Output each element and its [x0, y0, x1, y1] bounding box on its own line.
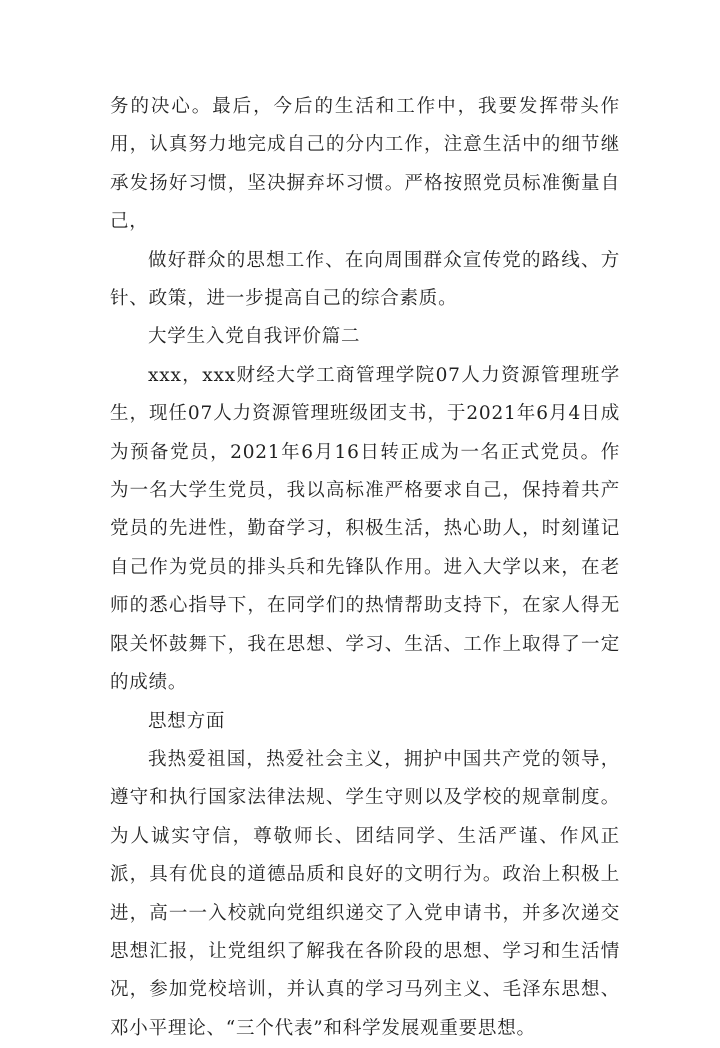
paragraph-continuation: 务的决心。最后，今后的生活和工作中，我要发挥带头作用，认真努力地完成自己的分内工作，注意生活中的细节继承发扬好习惯，坚决摒弃坏习惯。严格按照党员标准衡量自己，: [110, 96, 620, 233]
paragraph-self-introduction: xxx，xxx财经大学工商管理学院07人力资源管理班学生，现任07人力资源管理班级团支书，于2021年6月4日成为预备党员，2021年6月16日转正成为一名正式党员。作为一名大学生党员，我以高标准严格要求自己，保持着共产党员的先进性，勤奋学习，积极生活，热心助人，时刻谨记自己作为党员的排头兵和先锋队作用。进入大学以来，在老师的悉心指导下，在同学们的热情帮助支持下，在家人得无限关怀鼓舞下，我在思想、学习、生活、工作上取得了一定的成绩。: [110, 364, 620, 694]
document-body: [110, 88, 620, 1048]
section-heading-part-two: 大学生入党自我评价篇二: [148, 326, 361, 348]
section-heading-ideology: 思想方面: [148, 710, 226, 732]
paragraph-mass-work: 做好群众的思想工作、在向周围群众宣传党的路线、方针、政策，进一步提高自己的综合素质。: [110, 249, 620, 310]
paragraph-ideology: 我热爱祖国，热爱社会主义，拥护中国共产党的领导，遵守和执行国家法律法规、学生守则以及学校的规章制度。为人诚实守信，尊敬师长、团结同学、生活严谨、作风正派，具有优良的道德品质和良好的文明行为。政治上积极上进，高一一入校就向党组织递交了入党申请书，并多次递交思想汇报，让党组织了解我在各阶段的思想、学习和生活情况，参加党校培训，并认真的学习马列主义、毛泽东思想、邓小平理论、“三个代表”和科学发展观重要思想。: [110, 748, 620, 1039]
